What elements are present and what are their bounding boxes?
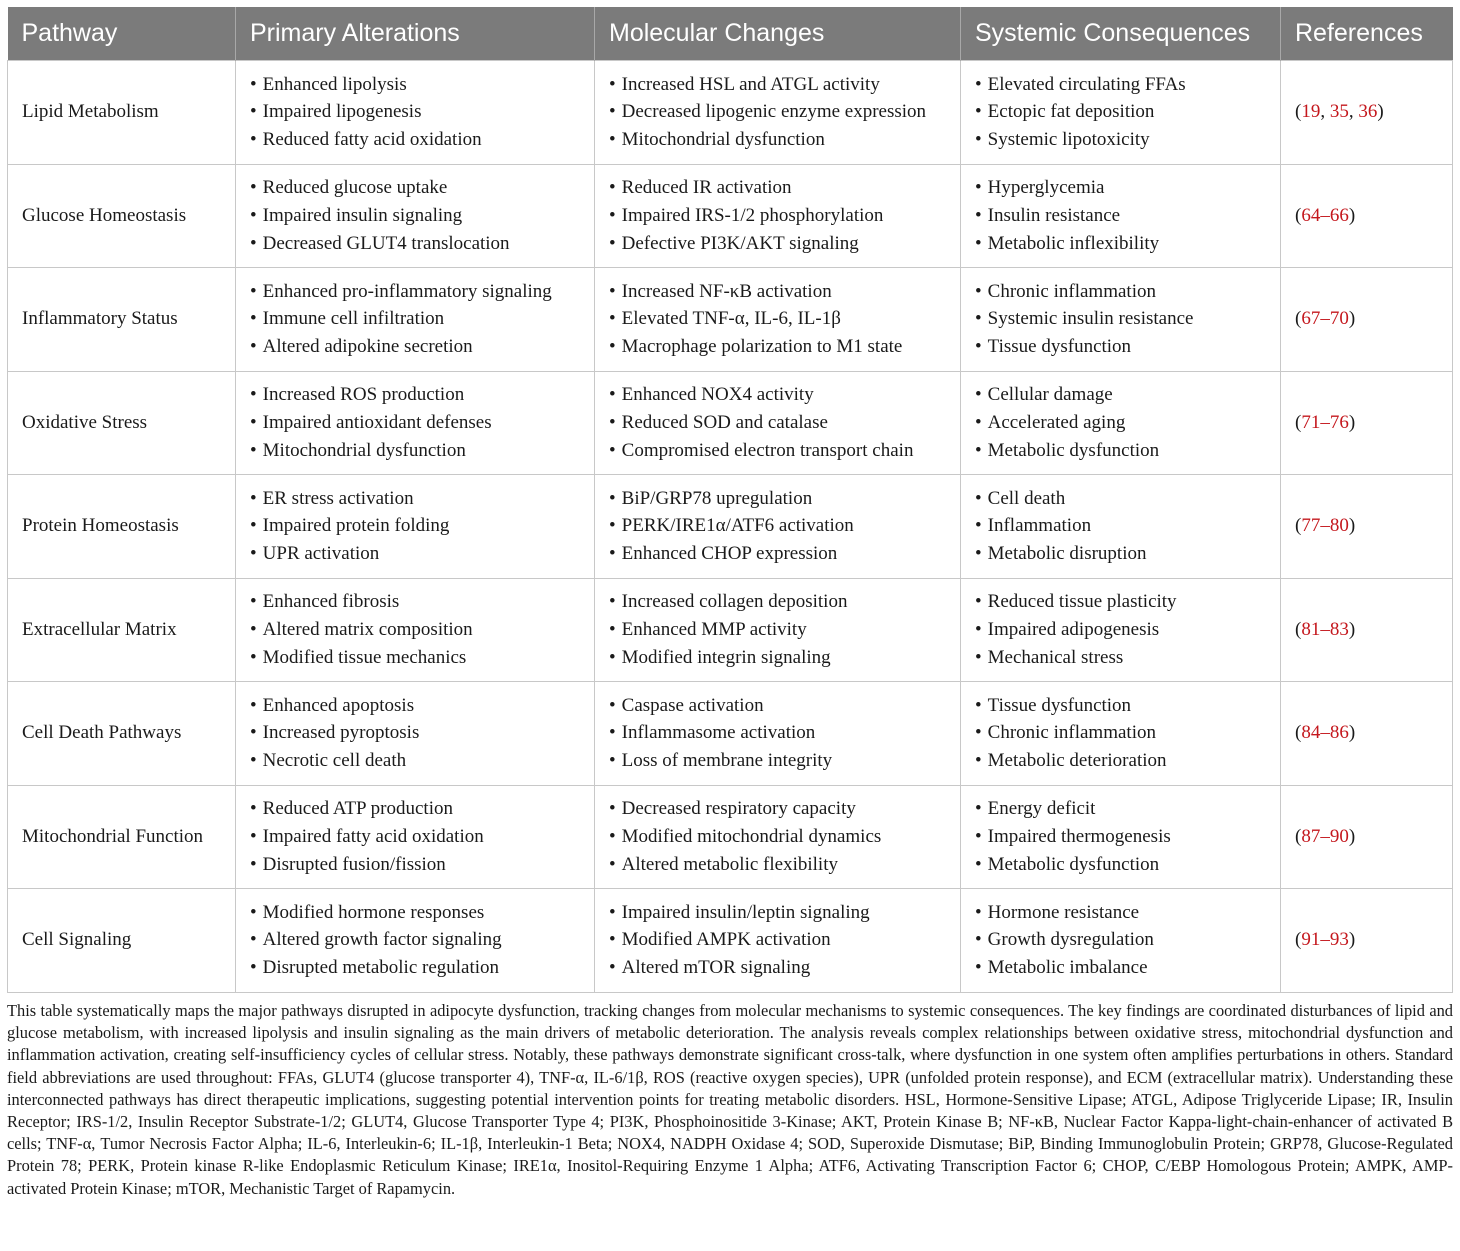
systemic-cell [961, 889, 1281, 993]
table-row [8, 578, 1453, 682]
pathway-cell: Glucose Homeostasis [8, 164, 236, 268]
systemic-cell [961, 785, 1281, 889]
ref-paren: ) [1348, 515, 1356, 537]
primary-cell [236, 578, 595, 682]
list-item: • Loss of membrane integrity [609, 747, 946, 775]
molecular-cell [595, 61, 961, 165]
list-item: • Hyperglycemia [975, 174, 1266, 202]
list-item: • Compromised electron transport chain [609, 437, 946, 465]
list-item: • ER stress activation [250, 485, 580, 513]
table-row [8, 268, 1453, 372]
table-footnote: This table systematically maps the major pathways disrupted in adipocyte dysfunction, tracking changes from molecular mechanisms to systemic consequences. The key findings are coordinated disturbances of lipid and glucose metabolism, with increased lipolysis and insulin signaling as the main drivers of metabolic deterioration. The analysis reveals complex relationships between oxidative stress, mitochondrial dysfunction and inflammation activation, creating self-insufficiency cycles of cellular stress. Notably, these pathways demonstrate significant cross-talk, where dysfunction in one system often amplifies perturbations in others. Standard field abbreviations are used throughout: FFAs, GLUT4 (glucose transporter 4), TNF-α, IL-6/1β, ROS (reactive oxygen species), UPR (unfolded protein response), and ECM (extracellular matrix). Understanding these interconnected pathways has direct therapeutic implications, suggesting potential intervention points for treating metabolic disorders. HSL, Hormone-Sensitive Lipase; ATGL, Adipose Triglyceride Lipase; IR, Insulin Receptor; IRS-1/2, Insulin Receptor Substrate-1/2; GLUT4, Glucose Transporter Type 4; PI3K, Phosphoinositide 3-Kinase; AKT, Protein Kinase B; NF-κB, Nuclear Factor Kappa-light-chain-enhancer of activated B cells; TNF-α, Tumor Necrosis Factor Alpha; IL-6, Interleukin-6; IL-1β, Interleukin-1 Beta; NOX4, NADPH Oxidase 4; SOD, Superoxide Dismutase; BiP, Binding Immunoglobulin Protein; GRP78, Glucose-Regulated Protein 78; PERK, Protein kinase R-like Endoplasmic Reticulum Kinase; IRE1α, Inositol-Requiring Enzyme 1 Alpha; ATF6, Activating Transcription Factor 6; CHOP, C/EBP Homologous Protein; AMPK, AMP-activated Protein Kinase; mTOR, Mechanistic Target of Rapamycin. [7, 1001, 1453, 1198]
primary-cell [236, 61, 595, 165]
molecular-cell [595, 371, 961, 475]
list-item: • Enhanced lipolysis [250, 71, 580, 99]
list-item: • Impaired fatty acid oxidation [250, 823, 580, 851]
references-cell [1281, 475, 1453, 579]
list-item: • Macrophage polarization to M1 state [609, 333, 946, 361]
ref-paren: ( [1295, 618, 1302, 640]
list-item: • Cell death [975, 485, 1266, 513]
pathway-table [7, 7, 1453, 993]
list-item: • Cellular damage [975, 381, 1266, 409]
header-pathway: Pathway [8, 7, 236, 61]
list-item: • Impaired thermogenesis [975, 823, 1266, 851]
ref-separator: , [1320, 101, 1330, 123]
systemic-cell [961, 164, 1281, 268]
reference-link[interactable]: 87–90 [1301, 825, 1349, 847]
reference-link[interactable]: 67–70 [1301, 308, 1349, 330]
reference-link[interactable]: 71–76 [1301, 411, 1349, 433]
list-item: • Elevated circulating FFAs [975, 71, 1266, 99]
list-item: • Modified mitochondrial dynamics [609, 823, 946, 851]
list-item: • Altered matrix composition [250, 616, 580, 644]
systemic-cell [961, 475, 1281, 579]
primary-cell [236, 475, 595, 579]
list-item: • BiP/GRP78 upregulation [609, 485, 946, 513]
ref-paren: ) [1348, 722, 1356, 744]
ref-paren: ) [1348, 618, 1356, 640]
primary-cell [236, 268, 595, 372]
list-item: • Metabolic dysfunction [975, 851, 1266, 879]
reference-link[interactable]: 36 [1358, 101, 1378, 123]
ref-paren: ) [1348, 204, 1356, 226]
ref-paren: ( [1295, 825, 1302, 847]
list-item: • Decreased lipogenic enzyme expression [609, 98, 946, 126]
ref-paren: ( [1295, 308, 1302, 330]
list-item: • Reduced tissue plasticity [975, 588, 1266, 616]
reference-link[interactable]: 84–86 [1301, 722, 1349, 744]
ref-paren: ) [1348, 825, 1356, 847]
list-item: • Reduced glucose uptake [250, 174, 580, 202]
list-item: • PERK/IRE1α/ATF6 activation [609, 512, 946, 540]
list-item: • Impaired insulin/leptin signaling [609, 899, 946, 927]
references-cell [1281, 164, 1453, 268]
list-item: • Enhanced CHOP expression [609, 540, 946, 568]
list-item: • Ectopic fat deposition [975, 98, 1266, 126]
list-item: • Inflammasome activation [609, 719, 946, 747]
list-item: • Immune cell infiltration [250, 305, 580, 333]
list-item: • Chronic inflammation [975, 719, 1266, 747]
list-item: • Increased HSL and ATGL activity [609, 71, 946, 99]
pathway-cell: Mitochondrial Function [8, 785, 236, 889]
list-item: • Defective PI3K/AKT signaling [609, 230, 946, 258]
table-row [8, 682, 1453, 786]
reference-link[interactable]: 19 [1301, 101, 1321, 123]
list-item: • Tissue dysfunction [975, 333, 1266, 361]
header-systemic-consequences: Systemic Consequences [961, 7, 1281, 61]
list-item: • Modified AMPK activation [609, 926, 946, 954]
ref-paren: ( [1295, 101, 1302, 123]
list-item: • Altered adipokine secretion [250, 333, 580, 361]
reference-link[interactable]: 77–80 [1301, 515, 1349, 537]
list-item: • Enhanced MMP activity [609, 616, 946, 644]
ref-paren: ( [1295, 515, 1302, 537]
list-item: • Disrupted metabolic regulation [250, 954, 580, 982]
references-cell [1281, 889, 1453, 993]
list-item: • Mechanical stress [975, 644, 1266, 672]
ref-paren: ( [1295, 411, 1302, 433]
list-item: • Modified tissue mechanics [250, 644, 580, 672]
list-item: • Insulin resistance [975, 202, 1266, 230]
reference-link[interactable]: 91–93 [1301, 929, 1349, 951]
pathway-cell: Extracellular Matrix [8, 578, 236, 682]
molecular-cell [595, 682, 961, 786]
pathway-cell: Cell Death Pathways [8, 682, 236, 786]
list-item: • Energy deficit [975, 795, 1266, 823]
primary-cell [236, 785, 595, 889]
list-item: • Impaired insulin signaling [250, 202, 580, 230]
systemic-cell [961, 578, 1281, 682]
systemic-cell [961, 61, 1281, 165]
list-item: • Altered growth factor signaling [250, 926, 580, 954]
list-item: • Necrotic cell death [250, 747, 580, 775]
table-header-row [8, 7, 1453, 61]
molecular-cell [595, 889, 961, 993]
ref-paren: ) [1348, 308, 1356, 330]
list-item: • Altered metabolic flexibility [609, 851, 946, 879]
systemic-cell [961, 268, 1281, 372]
list-item: • Reduced ATP production [250, 795, 580, 823]
references-cell [1281, 785, 1453, 889]
ref-paren: ) [1348, 929, 1356, 951]
pathway-cell: Inflammatory Status [8, 268, 236, 372]
references-cell [1281, 61, 1453, 165]
list-item: • Chronic inflammation [975, 278, 1266, 306]
list-item: • Disrupted fusion/fission [250, 851, 580, 879]
list-item: • Tissue dysfunction [975, 692, 1266, 720]
ref-paren: ( [1295, 204, 1302, 226]
list-item: • Enhanced apoptosis [250, 692, 580, 720]
list-item: • Metabolic inflexibility [975, 230, 1266, 258]
ref-paren: ) [1377, 101, 1384, 123]
table-row [8, 164, 1453, 268]
ref-paren: ( [1295, 722, 1302, 744]
table-row [8, 371, 1453, 475]
molecular-cell [595, 785, 961, 889]
table-row [8, 889, 1453, 993]
primary-cell [236, 682, 595, 786]
list-item: • Increased pyroptosis [250, 719, 580, 747]
list-item: • Metabolic disruption [975, 540, 1266, 568]
table-row [8, 785, 1453, 889]
primary-cell [236, 889, 595, 993]
list-item: • Inflammation [975, 512, 1266, 540]
list-item: • Altered mTOR signaling [609, 954, 946, 982]
list-item: • Reduced IR activation [609, 174, 946, 202]
systemic-cell [961, 682, 1281, 786]
header-references: References [1281, 7, 1453, 61]
list-item: • Reduced SOD and catalase [609, 409, 946, 437]
list-item: • Decreased respiratory capacity [609, 795, 946, 823]
header-primary-alterations: Primary Alterations [236, 7, 595, 61]
list-item: • Caspase activation [609, 692, 946, 720]
reference-link[interactable]: 81–83 [1301, 618, 1349, 640]
list-item: • Impaired IRS-1/2 phosphorylation [609, 202, 946, 230]
list-item: • Metabolic deterioration [975, 747, 1266, 775]
list-item: • Impaired protein folding [250, 512, 580, 540]
list-item: • UPR activation [250, 540, 580, 568]
header-molecular-changes: Molecular Changes [595, 7, 961, 61]
list-item: • Accelerated aging [975, 409, 1266, 437]
list-item: • Impaired lipogenesis [250, 98, 580, 126]
reference-link[interactable]: 64–66 [1301, 204, 1349, 226]
list-item: • Impaired adipogenesis [975, 616, 1266, 644]
list-item: • Impaired antioxidant defenses [250, 409, 580, 437]
ref-separator: , [1348, 101, 1359, 123]
list-item: • Enhanced NOX4 activity [609, 381, 946, 409]
systemic-cell [961, 371, 1281, 475]
list-item: • Enhanced fibrosis [250, 588, 580, 616]
pathway-cell: Cell Signaling [8, 889, 236, 993]
list-item: • Increased ROS production [250, 381, 580, 409]
pathway-cell: Lipid Metabolism [8, 61, 236, 165]
list-item: • Growth dysregulation [975, 926, 1266, 954]
pathway-table-container [7, 7, 1452, 993]
list-item: • Increased collagen deposition [609, 588, 946, 616]
ref-paren: ( [1295, 929, 1302, 951]
table-row [8, 61, 1453, 165]
list-item: • Decreased GLUT4 translocation [250, 230, 580, 258]
list-item: • Modified hormone responses [250, 899, 580, 927]
reference-link[interactable]: 35 [1329, 101, 1349, 123]
references-cell [1281, 578, 1453, 682]
molecular-cell [595, 268, 961, 372]
references-cell [1281, 371, 1453, 475]
list-item: • Reduced fatty acid oxidation [250, 126, 580, 154]
list-item: • Mitochondrial dysfunction [250, 437, 580, 465]
pathway-cell: Oxidative Stress [8, 371, 236, 475]
references-cell [1281, 682, 1453, 786]
list-item: • Systemic lipotoxicity [975, 126, 1266, 154]
list-item: • Increased NF-κB activation [609, 278, 946, 306]
primary-cell [236, 164, 595, 268]
list-item: • Elevated TNF-α, IL-6, IL-1β [609, 305, 946, 333]
list-item: • Enhanced pro-inflammatory signaling [250, 278, 580, 306]
list-item: • Systemic insulin resistance [975, 305, 1266, 333]
molecular-cell [595, 578, 961, 682]
list-item: • Metabolic dysfunction [975, 437, 1266, 465]
molecular-cell [595, 475, 961, 579]
list-item: • Metabolic imbalance [975, 954, 1266, 982]
molecular-cell [595, 164, 961, 268]
list-item: • Modified integrin signaling [609, 644, 946, 672]
primary-cell [236, 371, 595, 475]
references-cell [1281, 268, 1453, 372]
table-row [8, 475, 1453, 579]
list-item: • Mitochondrial dysfunction [609, 126, 946, 154]
list-item: • Hormone resistance [975, 899, 1266, 927]
ref-paren: ) [1348, 411, 1356, 433]
pathway-cell: Protein Homeostasis [8, 475, 236, 579]
